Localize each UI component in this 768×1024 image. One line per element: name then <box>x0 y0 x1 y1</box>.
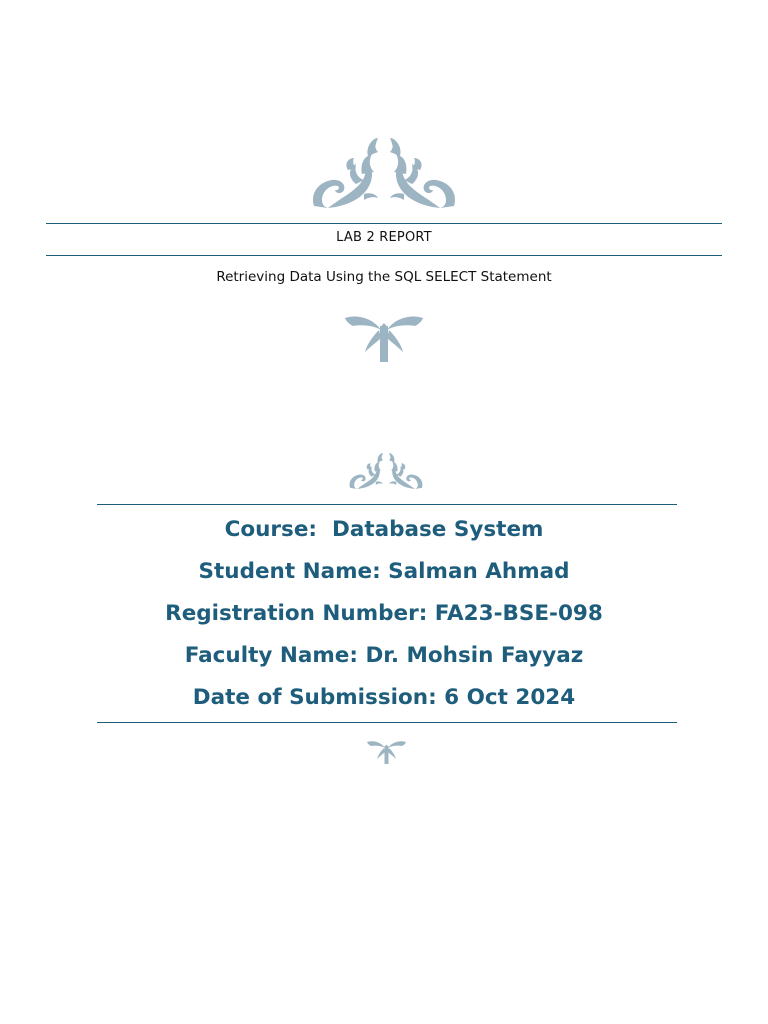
details-rule-lower <box>97 722 677 723</box>
faculty-name-line: Faculty Name: Dr. Mohsin Fayyaz <box>184 643 584 668</box>
leaf-sprout-icon <box>343 312 425 364</box>
floral-flourish-icon <box>308 134 460 212</box>
report-subtitle: Retrieving Data Using the SQL SELECT Statement <box>216 269 552 285</box>
floral-flourish-icon <box>347 451 425 491</box>
details-block <box>0 514 768 724</box>
registration-number-line: Registration Number: FA23-BSE-098 <box>165 601 603 626</box>
top-rule-lower <box>46 255 722 256</box>
details-rule-upper <box>97 504 677 505</box>
submission-date-line: Date of Submission: 6 Oct 2024 <box>192 685 576 710</box>
student-name-line: Student Name: Salman Ahmad <box>198 559 570 584</box>
report-title: LAB 2 REPORT <box>336 230 432 245</box>
leaf-sprout-icon <box>366 739 407 765</box>
course-line: Course: Database System <box>224 517 544 542</box>
top-rule-upper <box>46 223 722 224</box>
